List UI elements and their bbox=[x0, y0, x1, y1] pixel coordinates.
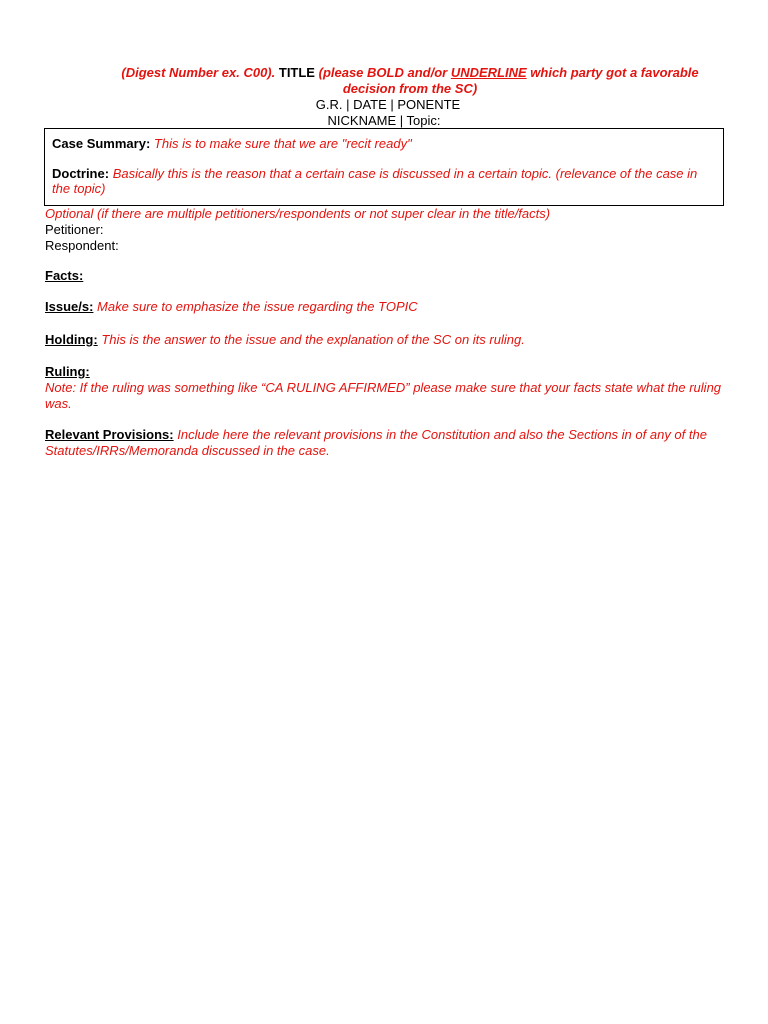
doctrine-text: Basically this is the reason that a certain case is discussed in a certain topic. (relevance of the case in the topic) bbox=[52, 166, 698, 196]
ruling-section bbox=[45, 364, 725, 412]
facts-label: Facts: bbox=[45, 268, 84, 283]
optional-note: Optional (if there are multiple petitioners/respondents or not super clear in the title/facts) bbox=[45, 206, 551, 221]
title-note-line2: decision from the SC) bbox=[342, 81, 478, 96]
title-word: TITLE bbox=[278, 65, 315, 80]
issues-section bbox=[45, 299, 725, 315]
doctrine-label: Doctrine: bbox=[52, 166, 110, 181]
digest-title-header bbox=[110, 65, 710, 97]
ruling-label: Ruling: bbox=[45, 364, 90, 379]
provisions-label: Relevant Provisions: bbox=[45, 427, 174, 442]
parties-block bbox=[45, 206, 725, 254]
title-note-cont: which party got a favorable bbox=[530, 65, 699, 80]
ruling-note: Note: If the ruling was something like “CA RULING AFFIRMED” please make sure that your facts state what the ruling was. bbox=[45, 380, 722, 411]
issues-label: Issue/s: bbox=[45, 299, 94, 314]
respondent-label: Respondent: bbox=[45, 238, 119, 253]
case-summary-label: Case Summary: bbox=[52, 136, 151, 151]
digest-number: (Digest Number ex. C00). bbox=[121, 65, 276, 80]
issues-text: Make sure to emphasize the issue regarding the TOPIC bbox=[97, 299, 418, 314]
title-note: (please BOLD and/or bbox=[318, 65, 448, 80]
case-summary-box bbox=[44, 128, 724, 206]
holding-label: Holding: bbox=[45, 332, 98, 347]
case-summary-text: This is to make sure that we are "recit ready" bbox=[153, 136, 412, 151]
holding-text: This is the answer to the issue and the explanation of the SC on its ruling. bbox=[101, 332, 525, 347]
title-note-underline: UNDERLINE bbox=[450, 65, 527, 80]
provisions-section bbox=[45, 427, 725, 459]
petitioner-label: Petitioner: bbox=[45, 222, 104, 237]
gr-date-ponente-line: G.R. | DATE | PONENTE bbox=[315, 97, 461, 112]
nickname-topic-line: NICKNAME | Topic: bbox=[327, 113, 441, 128]
holding-section bbox=[45, 332, 725, 348]
facts-section bbox=[45, 268, 725, 284]
provisions-text: Include here the relevant provisions in the Constitution and also the Sections in of any of the Statutes/IRRs/Memoranda discussed in the case. bbox=[45, 427, 707, 458]
